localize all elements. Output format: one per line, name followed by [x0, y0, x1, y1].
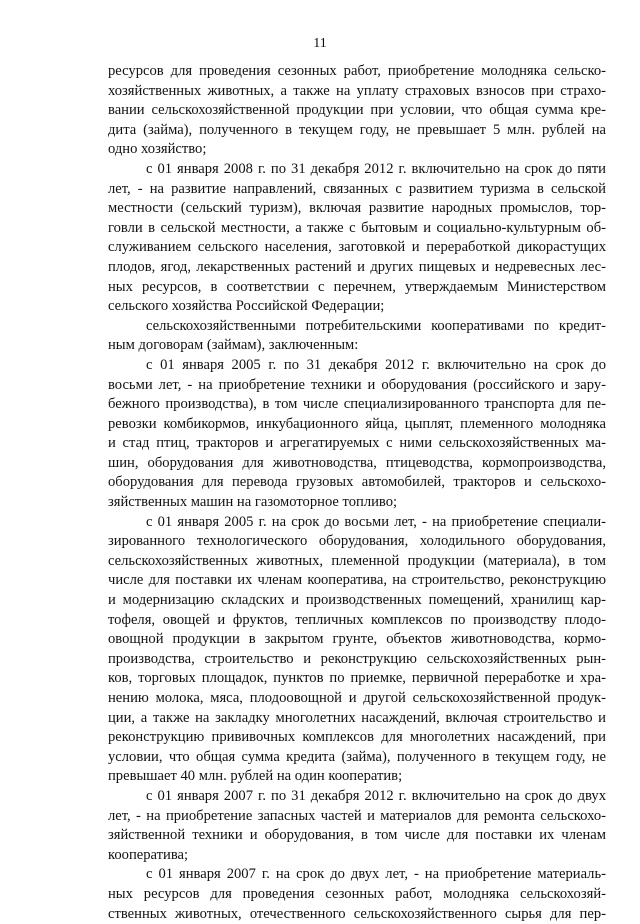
text-line: с 01 января 2008 г. по 31 декабря 2012 г. включительно на срок до пяти	[146, 160, 606, 177]
text-line: ным договорам (займам), заключенным:	[108, 337, 359, 354]
paragraph	[108, 317, 606, 356]
text-line: дита (займа), полученного в текущем году, не превышает 5 млн. рублей на	[108, 121, 606, 138]
paragraph	[108, 62, 606, 160]
text-line: оборудования для перевода грузовых автомобилей, тракторов и сельскохо-	[108, 474, 606, 491]
text-line: говли в сельской местности, а также с бытовым и социально-культурным об-	[108, 219, 606, 236]
text-line: хозяйственных животных, а также на уплату страховых взносов при страхо-	[108, 82, 606, 99]
text-line: с 01 января 2005 г. по 31 декабря 2012 г. включительно на срок до	[146, 356, 606, 373]
text-line: ции, а также на закладку многолетних насаждений, включая строительство и	[108, 709, 606, 726]
text-line: и модернизацию складских и производственных помещений, хранилищ кар-	[108, 592, 606, 609]
text-line: сельскохозяйственных животных, племенной продукции (материала), в том	[108, 552, 606, 569]
text-line: ных ресурсов для проведения сезонных работ, молодняка сельскохозяй-	[108, 885, 606, 902]
paragraph	[108, 787, 606, 865]
text-line: одно хозяйство;	[108, 141, 207, 158]
text-line: с 01 января 2007 г. по 31 декабря 2012 г. включительно на срок до двух	[146, 787, 606, 804]
text-line: служиванием сельского населения, заготовкой и переработкой дикорастущих	[108, 239, 606, 256]
text-line: кооператива;	[108, 846, 189, 863]
text-line: зяйственных машин на газомоторное топливо;	[108, 494, 398, 511]
text-line: производства, строительство и реконструкцию сельскохозяйственных рын-	[108, 650, 606, 667]
text-line: лет, - на развитие направлений, связанных с развитием туризма в сельской	[108, 180, 606, 197]
text-line: условии, что общая сумма кредита (займа), полученного в текущем году, не	[108, 748, 606, 765]
text-line: ревозки комбикормов, инкубационного яйца, цыплят, племенного молодняка	[108, 415, 606, 432]
text-line: местности (сельский туризм), включая развитие народных промыслов, тор-	[108, 200, 606, 217]
text-line: лет, - на приобретение запасных частей и материалов для ремонта сельскохо-	[108, 807, 606, 824]
text-line: восьми лет, - на приобретение техники и оборудования (российского и зару-	[108, 376, 606, 393]
text-line: реконструкцию прививочных комплексов для многолетних насаждений, при	[108, 729, 606, 746]
text-line: ственных животных, отечественного сельскохозяйственного сырья для пер-	[108, 905, 606, 922]
paragraph	[108, 865, 606, 924]
text-line: превышает 40 млн. рублей на один кооператив;	[108, 768, 403, 785]
text-line: ных ресурсов, в соответствии с перечнем, утверждаемым Министерством	[108, 278, 606, 295]
page-number: 11	[313, 36, 327, 51]
text-line: сельского хозяйства Российской Федерации;	[108, 298, 385, 315]
text-line: вании сельскохозяйственной продукции при условии, что общая сумма кре-	[108, 102, 606, 119]
text-line: зированного технологического оборудования, холодильного оборудования,	[108, 533, 606, 550]
paragraph	[108, 513, 606, 787]
text-line: зяйственной техники и оборудования, в том числе для поставки их членам	[108, 827, 606, 844]
paragraph	[108, 160, 606, 317]
text-line: плодов, ягод, лекарственных растений и других пищевых и недревесных лес-	[108, 258, 606, 275]
text-line: с 01 января 2007 г. на срок до двух лет, - на приобретение материаль-	[146, 866, 606, 883]
text-line: ресурсов для проведения сезонных работ, приобретение молодняка сельско-	[108, 63, 606, 79]
text-line: бежного производства), в том числе специализированного транспорта для пе-	[108, 396, 606, 413]
text-line: ков, торговых площадок, пунктов по приемке, первичной переработке и хра-	[108, 670, 606, 687]
document-body	[108, 62, 606, 924]
paragraph	[108, 356, 606, 513]
text-line: и стад птиц, тракторов и агрегатируемых с ними сельскохозяйственных ма-	[108, 435, 606, 452]
text-line: шин, оборудования для животноводства, птицеводства, кормопроизводства,	[108, 454, 606, 471]
text-line: овощной продукции в закрытом грунте, объектов животноводства, кормо-	[108, 631, 606, 648]
text-line: числе для поставки их членам кооператива, на строительство, реконструкцию	[108, 572, 606, 589]
text-line: сельскохозяйственными потребительскими кооперативами по кредит-	[146, 317, 606, 334]
text-line: нению молока, мяса, плодоовощной и другой сельскохозяйственной продук-	[108, 690, 606, 706]
text-line: тофеля, овощей и фруктов, тепличных комплексов по производству плодо-	[108, 611, 606, 628]
text-line: с 01 января 2005 г. на срок до восьми лет, - на приобретение специали-	[146, 513, 606, 530]
